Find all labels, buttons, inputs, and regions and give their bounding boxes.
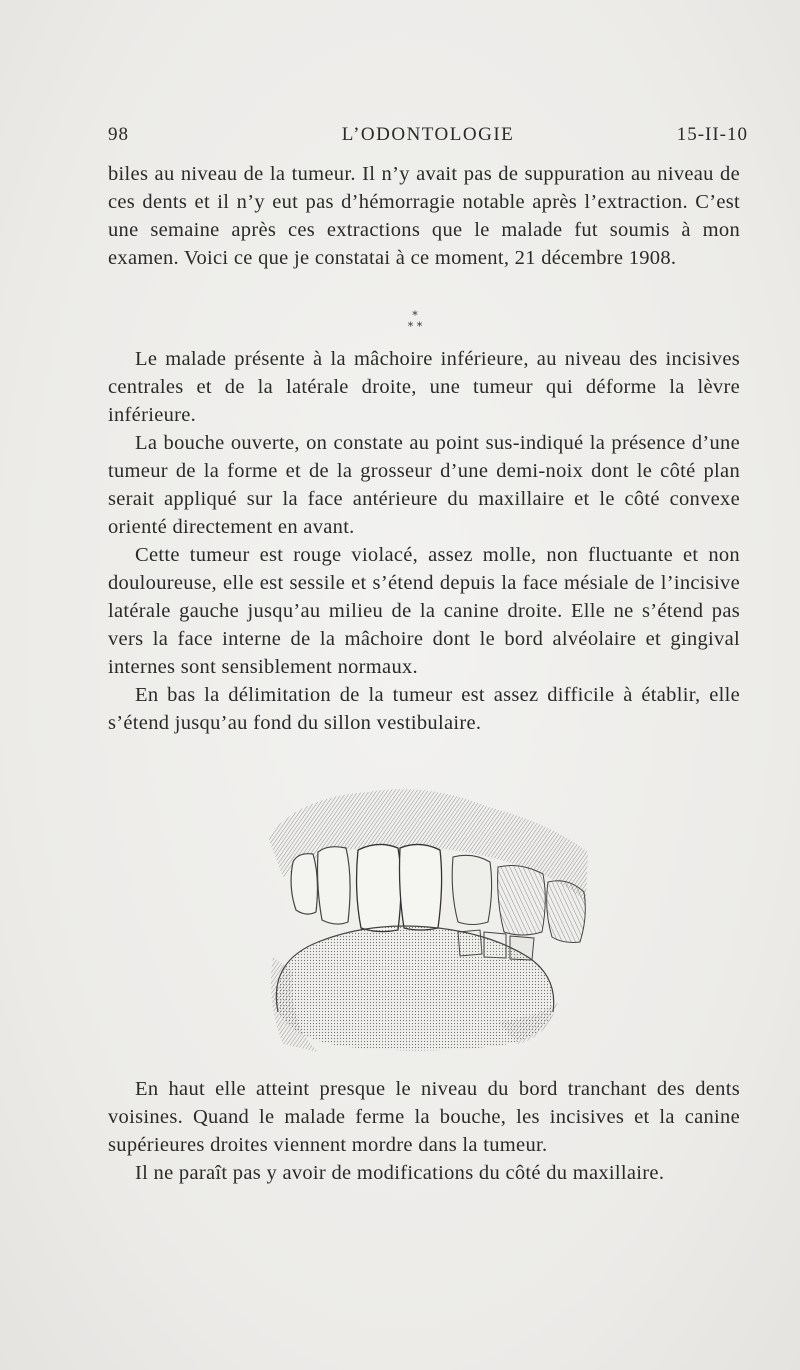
asterism-divider — [395, 310, 435, 340]
paragraph: La bouche ouverte, on constate au point sus-indiqué la présence d’une tumeur de la forme et de la grosseur d’une demi-noix dont le côté plan serait appliqué sur la face antérieure du maxillaire et le côté convexe orienté directement en avant. — [108, 432, 740, 538]
asterism-line-2: * * — [407, 320, 423, 333]
dental-tumor-illustration — [258, 782, 593, 1057]
issue-date: 15-II-10 — [676, 124, 748, 145]
journal-title: L’ODONTOLOGIE — [341, 124, 515, 145]
paragraph: Cette tumeur est rouge violacé, assez molle, non fluctuante et non douloureuse, elle est sessile et s’étend depuis la face mésiale de l’incisive latérale gauche jusqu’au milieu de la canine droite. Elle ne s’étend pas vers la face interne de la mâchoire dont le bord alvéolaire et gingival internes sont sensiblement normaux. — [108, 544, 740, 678]
paragraph: Il ne paraît pas y avoir de modifications du côté du maxillaire. — [135, 1162, 665, 1184]
text-block-bottom — [108, 1075, 740, 1187]
page-number: 98 — [108, 124, 129, 145]
teeth-drawing-icon — [258, 782, 593, 1057]
paragraph: En haut elle atteint presque le niveau du bord tranchant des dents voisines. Quand le malade ferme la bouche, les incisives et la canine supérieures droites viennent mordre dans la tumeur. — [108, 1078, 740, 1156]
paragraph: Le malade présente à la mâchoire inférieure, au niveau des incisives centrales et de la latérale droite, une tumeur qui déforme la lèvre inférieure. — [108, 348, 740, 426]
text-block-top — [108, 160, 740, 272]
text-block-middle — [108, 345, 740, 737]
paragraph: biles au niveau de la tumeur. Il n’y avait pas de suppuration au niveau de ces dents et il n’y eut pas d’hémorragie notable après l’extraction. C’est une semaine après ces extractions que le malade fut soumis à mon examen. Voici ce que je constatai à ce moment, 21 décembre 1908. — [108, 163, 740, 269]
paragraph: En bas la délimitation de la tumeur est assez difficile à établir, elle s’étend jusqu’au fond du sillon vestibulaire. — [108, 684, 740, 734]
asterism-line-1: * — [412, 309, 418, 322]
running-header — [108, 124, 748, 154]
